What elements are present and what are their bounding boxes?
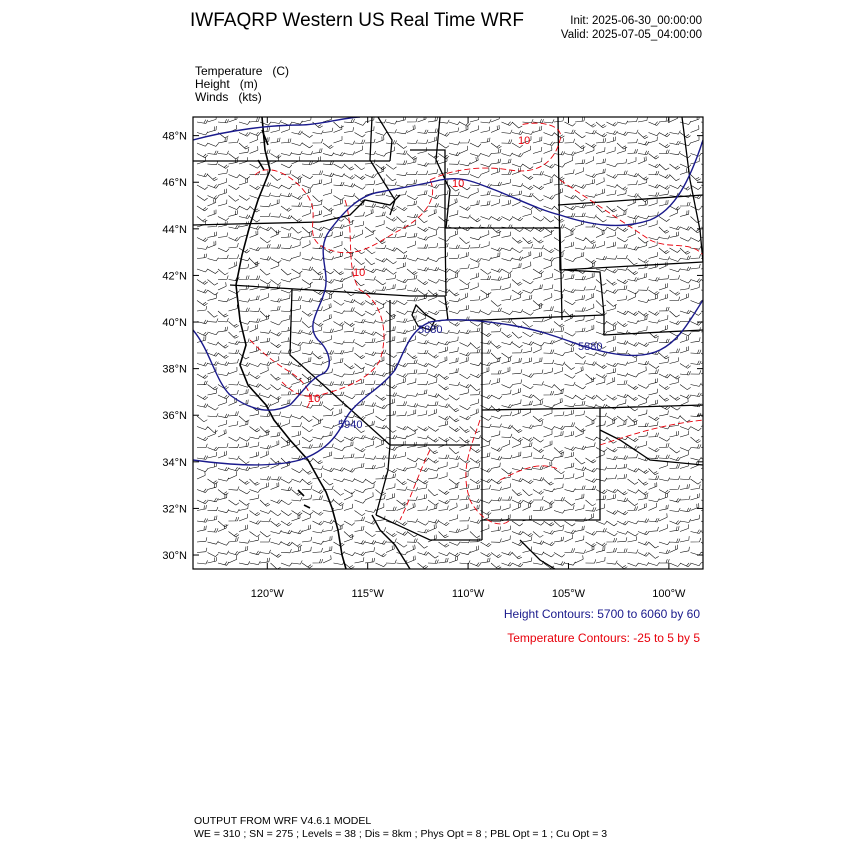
- height-legend: Height Contours: 5700 to 6060 by 60: [503, 607, 700, 621]
- lon-label: 110°W: [451, 588, 485, 600]
- temperature-label: 10: [518, 135, 531, 147]
- temperature-legend: Temperature Contours: -25 to 5 by 5: [507, 631, 700, 645]
- height-label: 5880: [418, 324, 443, 336]
- init-time: Init: 2025-06-30_00:00:00: [570, 15, 702, 27]
- height-label: 5940: [338, 419, 363, 431]
- lon-label: 100°W: [652, 588, 686, 600]
- lat-label: 32°N: [162, 503, 187, 516]
- lon-label: 120°W: [250, 588, 284, 600]
- lat-label: 48°N: [162, 130, 187, 143]
- lon-label: 105°W: [551, 588, 586, 600]
- lon-label: 115°W: [351, 588, 384, 600]
- lat-label: 30°N: [162, 550, 187, 563]
- temperature-label: 10: [353, 267, 366, 279]
- lat-label: 36°N: [162, 410, 187, 423]
- temperature-label: 10: [308, 393, 321, 405]
- lat-label: 38°N: [162, 363, 187, 376]
- field-temperature: Temperature (C): [195, 64, 290, 78]
- valid-time: Valid: 2025-07-05_04:00:00: [560, 29, 702, 41]
- footer-config: WE = 310 ; SN = 275 ; Levels = 38 ; Dis = 8km ; Phys Opt = 8 ; PBL Opt = 1 ; Cu Opt = 3: [194, 828, 608, 840]
- field-winds: Winds (kts): [195, 90, 262, 104]
- lat-label: 40°N: [162, 317, 187, 330]
- footer-model: OUTPUT FROM WRF V4.6.1 MODEL: [194, 815, 372, 827]
- map-title: IWFAQRP Western US Real Time WRF: [190, 10, 524, 31]
- height-label: 5880: [578, 341, 603, 353]
- lat-label: 46°N: [162, 177, 187, 190]
- lat-label: 44°N: [162, 223, 187, 236]
- lat-label: 42°N: [162, 270, 187, 283]
- lat-label: 34°N: [162, 456, 187, 469]
- field-height: Height (m): [195, 77, 258, 91]
- temperature-label: 10: [452, 178, 465, 190]
